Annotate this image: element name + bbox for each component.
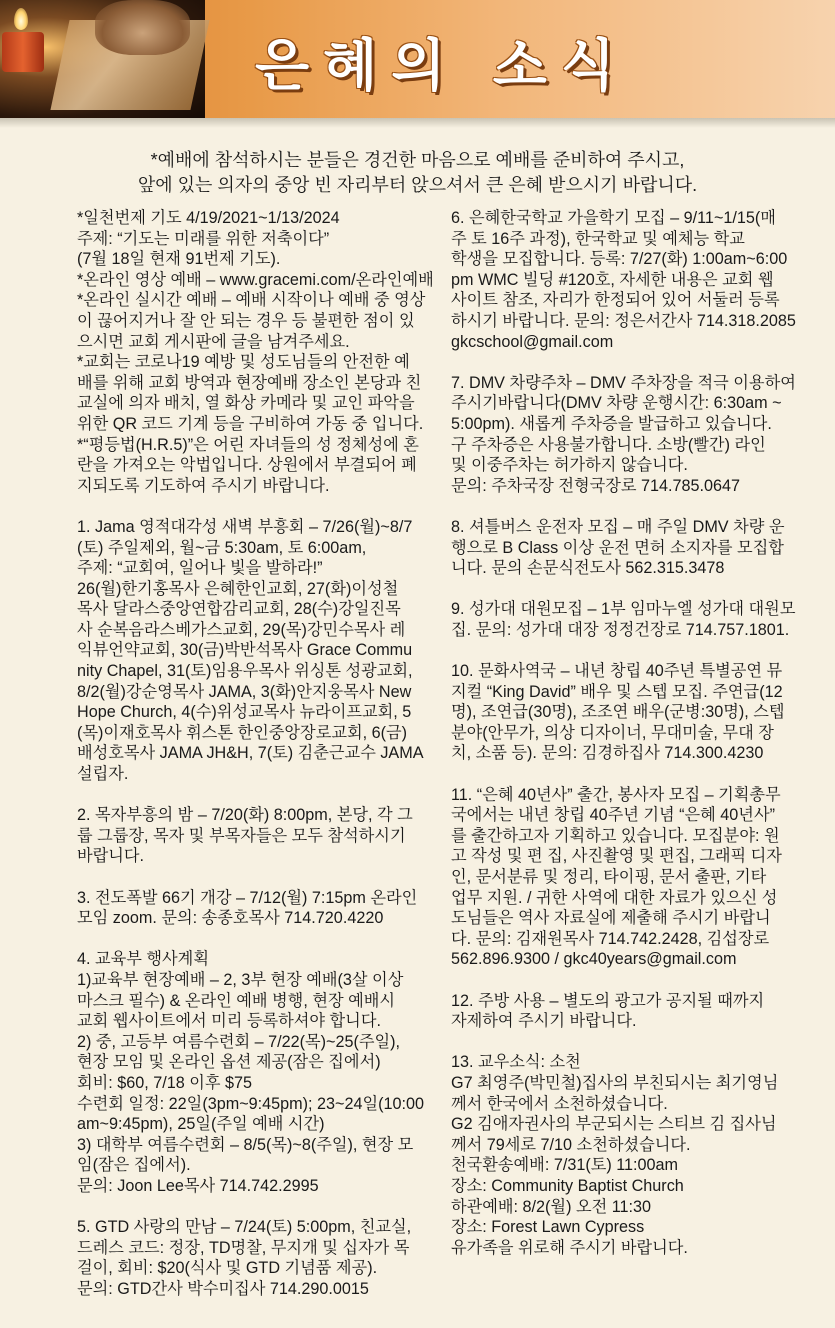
announcement-line: nity Chapel, 31(토)임용우목사 위싱톤 성광교회,: [77, 662, 413, 681]
announcement-line: 3. 전도폭발 66기 개강 – 7/12(월) 7:15pm 온라인: [77, 888, 418, 907]
announcement-line: 하시기 바랍니다. 문의: 정은서간사 714.318.2085: [451, 311, 796, 330]
announcement-block: [77, 1217, 435, 1299]
announcement-line: 8. 셔틀버스 운전자 모집 – 매 주일 DMV 차량 운: [451, 517, 785, 536]
announcement-line: 익뷰언약교회, 30(금)박반석목사 Grace Commu: [77, 641, 413, 660]
candle: [2, 32, 44, 72]
left-column: [77, 208, 435, 1320]
announcement-line: 배성호목사 JAMA JH&H, 7(토) 김춘근교수 JAMA: [77, 744, 424, 763]
announcement-line: 임(잠은 집에서).: [77, 1156, 191, 1175]
announcement-line: 다. 문의: 김재원목사 714.742.2428, 김섭장로: [451, 929, 770, 948]
announcement-line: (7월 18일 현재 91번제 기도).: [77, 250, 281, 269]
announcement-line: 를 출간하고자 기획하고 있습니다. 모집분야: 원: [451, 826, 780, 845]
announcement-line: 12. 주방 사용 – 별도의 광고가 공지될 때까지: [451, 991, 765, 1010]
announcement-line: 위한 QR 코드 기계 등을 구비하여 가동 중 입니다.: [77, 414, 424, 433]
announcement-line: 및 이중주차는 허가하지 않습니다.: [451, 456, 688, 475]
announcement-line: Hope Church, 4(수)위성교목사 뉴라이프교회, 5: [77, 703, 412, 722]
announcement-line: 배를 위해 교회 방역과 현장예배 장소인 본당과 친: [77, 373, 422, 392]
announcement-line: 5:00pm). 새롭게 주차증을 발급하고 있습니다.: [451, 414, 772, 433]
announcement-line: 바랍니다.: [77, 847, 145, 866]
header-banner: [0, 0, 835, 118]
announcement-line: 주 토 16주 과정), 한국학교 및 예체능 학교: [451, 229, 745, 248]
announcement-line: 학생을 모집합니다. 등록: 7/27(화) 1:00am~6:00: [451, 250, 788, 269]
announcement-line: (목)이재호목사 휘스톤 한인중앙장로교회, 6(금): [77, 723, 408, 742]
announcement-line: 인, 문서분류 및 정리, 타이핑, 문서 출판, 기타: [451, 868, 767, 886]
announcement-line: 주제: “교회여, 일어나 빛을 발하라!”: [77, 559, 323, 578]
announcement-block: [451, 661, 812, 764]
announcement-line: 룹 그룹장, 목자 및 부목자들은 모두 참석하시기: [77, 826, 406, 845]
announcement-line: G7 최영주(박민철)집사의 부친되시는 최기영님: [451, 1073, 779, 1092]
announcement-line: pm WMC 빌딩 #120호, 자세한 내용은 교회 웹: [451, 270, 774, 289]
announcement-line: 걸이, 회비: $20(식사 및 GTD 기념품 제공).: [77, 1259, 378, 1278]
announcement-line: 께서 79세로 7/10 소천하셨습니다.: [451, 1135, 691, 1154]
announcement-line: *교회는 코로나19 예방 및 성도님들의 안전한 예: [77, 353, 410, 372]
announcement-line: *“평등법(H.R.5)”은 어린 자녀들의 성 정체성에 혼: [77, 435, 419, 454]
announcement-line: 6. 은혜한국학교 가을학기 모집 – 9/11~1/15(매: [451, 209, 776, 227]
candle-flame-icon: [14, 8, 28, 30]
announcement-line: 10. 문화사역국 – 내년 창립 40주년 특별공연 뮤: [451, 662, 783, 681]
announcement-line: 께서 한국에서 소천하셨습니다.: [451, 1094, 668, 1113]
announcement-line: 국에서는 내년 창립 40주년 기념 “은혜 40년사”: [451, 806, 775, 825]
announcement-line: 유가족을 위로해 주시기 바랍니다.: [451, 1238, 688, 1257]
announcement-block: [77, 805, 435, 867]
announcement-line: 행으로 B Class 이상 운전 면허 소지자를 모집합: [451, 538, 784, 557]
announcement-block: [77, 888, 435, 929]
announcement-line: 7. DMV 차량주차 – DMV 주차장을 적극 이용하여: [451, 373, 796, 392]
announcement-line: 9. 성가대 대원모집 – 1부 임마누엘 성가대 대원모: [451, 600, 796, 619]
announcement-line: G2 김애자권사의 부군되시는 스티브 김 집사님: [451, 1115, 777, 1134]
announcement-line: 문의: GTD간사 박수미집사 714.290.0015: [77, 1279, 369, 1298]
announcement-line: 지컬 “King David” 배우 및 스텝 모집. 주연급(12: [451, 682, 783, 701]
announcement-block: [451, 373, 812, 497]
announcement-line: gkcschool@gmail.com: [451, 332, 614, 351]
announcement-line: 주제: “기도는 미래를 위한 저축이다”: [77, 229, 330, 248]
announcement-line: 모임 zoom. 문의: 송종호목사 714.720.4220: [77, 909, 384, 928]
announcement-line: 장소: Forest Lawn Cypress: [451, 1218, 645, 1237]
candle-bible-photo: [0, 0, 205, 118]
announcement-line: 자제하여 주시기 바랍니다.: [451, 1012, 637, 1031]
announcement-line: 현장 모임 및 온라인 옵션 제공(잠은 집에서): [77, 1053, 381, 1072]
announcement-line: *온라인 영상 예배 – www.gracemi.com/온라인예배: [77, 270, 434, 289]
announcement-line: 562.896.9300 / gkc40years@gmail.com: [451, 950, 737, 969]
announcement-line: 니다. 문의 손문식전도사 562.315.3478: [451, 559, 725, 578]
intro-notice: [0, 128, 835, 198]
announcement-line: 치, 소품 등). 문의: 김경하집사 714.300.4230: [451, 744, 764, 763]
announcement-line: *일천번제 기도 4/19/2021~1/13/2024: [77, 209, 340, 227]
announcement-block: [451, 1052, 812, 1258]
announcement-block: [451, 599, 812, 640]
announcement-line: 구 주차증은 사용불가합니다. 소방(빨간) 라인: [451, 435, 766, 454]
announcement-line: 드레스 코드: 정장, TD명찰, 무지개 및 십자가 목: [77, 1238, 410, 1257]
announcement-line: 사이트 참조, 자리가 한정되어 있어 서둘러 등록: [451, 291, 780, 310]
announcement-line: 2) 중, 고등부 여름수련회 – 7/22(목)~25(주일),: [77, 1032, 401, 1051]
announcement-line: 교회 웹사이트에서 미리 등록하셔야 합니다.: [77, 1012, 381, 1031]
announcement-line: 주시기바랍니다(DMV 차량 운행시간: 6:30am ~: [451, 394, 782, 413]
announcement-line: 으시면 교회 게시판에 글을 남겨주세요.: [77, 332, 350, 351]
announcement-line: 도님들은 역사 자료실에 제출해 주시기 바랍니: [451, 909, 771, 928]
announcement-block: [77, 949, 435, 1196]
announcement-line: 집. 문의: 성가대 대장 정정건장로 714.757.1801.: [451, 620, 790, 639]
announcement-line: 5. GTD 사랑의 만남 – 7/24(토) 5:00pm, 친교실,: [77, 1218, 412, 1237]
praying-hands: [95, 0, 190, 55]
intro-line: *예배에 참석하시는 분들은 경건한 마음으로 예배를 준비하여 주시고,: [150, 150, 685, 170]
announcement-line: 1. Jama 영적대각성 새벽 부흥회 – 7/26(월)~8/7: [77, 517, 413, 536]
announcement-line: 26(월)한기홍목사 은혜한인교회, 27(화)이성철: [77, 579, 399, 598]
announcement-line: 11. “은혜 40년사” 출간, 봉사자 모집 – 기획총무: [451, 785, 781, 804]
announcement-line: 문의: Joon Lee목사 714.742.2995: [77, 1176, 319, 1195]
announcement-line: 1)교육부 현장예배 – 2, 3부 현장 예배(3살 이상: [77, 970, 404, 989]
announcement-line: 사 순복음라스베가스교회, 29(목)강민수목사 레: [77, 620, 406, 639]
announcement-line: 분야(안무가, 의상 디자이너, 무대미술, 무대 장: [451, 723, 774, 742]
announcement-line: 업무 지원. / 귀한 사역에 대한 자료가 있으신 성: [451, 888, 778, 907]
announcement-block: [77, 208, 435, 496]
announcement-block: [451, 785, 812, 970]
announcement-block: [451, 991, 812, 1032]
right-column: [451, 208, 812, 1279]
announcement-line: 2. 목자부흥의 밤 – 7/20(화) 8:00pm, 본당, 각 그: [77, 806, 413, 825]
announcement-line: 문의: 주차국장 전형국장로 714.785.0647: [451, 476, 741, 495]
announcement-line: (토) 주일제외, 월~금 5:30am, 토 6:00am,: [77, 538, 367, 557]
announcement-line: 설립자.: [77, 765, 129, 784]
announcement-line: 4. 교육부 행사계획: [77, 950, 209, 969]
announcement-line: 마스크 필수) & 온라인 예배 병행, 현장 예배시: [77, 991, 395, 1010]
announcement-line: 지되도록 기도하여 주시기 바랍니다.: [77, 476, 330, 495]
announcement-line: 장소: Community Baptist Church: [451, 1176, 684, 1195]
announcement-line: 8/2(월)강순영목사 JAMA, 3(화)안지웅목사 New: [77, 682, 412, 701]
announcement-line: 교실에 의자 배치, 열 화상 카메라 및 교인 파악을: [77, 394, 415, 413]
announcement-line: 3) 대학부 여름수련회 – 8/5(목)~8(주일), 현장 모: [77, 1135, 414, 1154]
announcement-line: 천국환송예배: 7/31(토) 11:00am: [451, 1156, 679, 1175]
announcement-line: *온라인 실시간 예배 – 예배 시작이나 예배 중 영상: [77, 291, 426, 310]
announcement-line: am~9:45pm), 25일(주일 예배 시간): [77, 1115, 325, 1134]
announcement-line: 명), 조연급(30명), 조조연 배우(군병:30명), 스텝: [451, 703, 785, 722]
announcement-line: 하관예배: 8/2(월) 오전 11:30: [451, 1197, 652, 1216]
announcement-block: [451, 517, 812, 579]
announcement-line: 수련회 일정: 22일(3pm~9:45pm); 23~24일(10:00: [77, 1094, 425, 1113]
header-divider: [0, 118, 835, 128]
announcement-line: 목사 달라스중앙연합감리교회, 28(수)강일진목: [77, 600, 401, 619]
announcement-line: 이 끊어지거나 잘 안 되는 경우 등 불편한 점이 있: [77, 311, 415, 330]
announcement-line: 회비: $60, 7/18 이후 $75: [77, 1073, 253, 1092]
announcement-block: [451, 208, 812, 352]
announcement-block: [77, 517, 435, 785]
announcement-line: 13. 교우소식: 소천: [451, 1053, 581, 1072]
page-title: 은혜의 소식: [255, 33, 629, 99]
intro-line: 앞에 있는 의자의 중앙 빈 자리부터 앉으셔서 큰 은혜 받으시기 바랍니다.: [137, 175, 698, 195]
announcement-line: 란을 가져오는 악법입니다. 상원에서 부결되어 폐: [77, 456, 417, 475]
announcement-line: 고 작성 및 편 집, 사진촬영 및 편집, 그래픽 디자: [451, 847, 782, 866]
